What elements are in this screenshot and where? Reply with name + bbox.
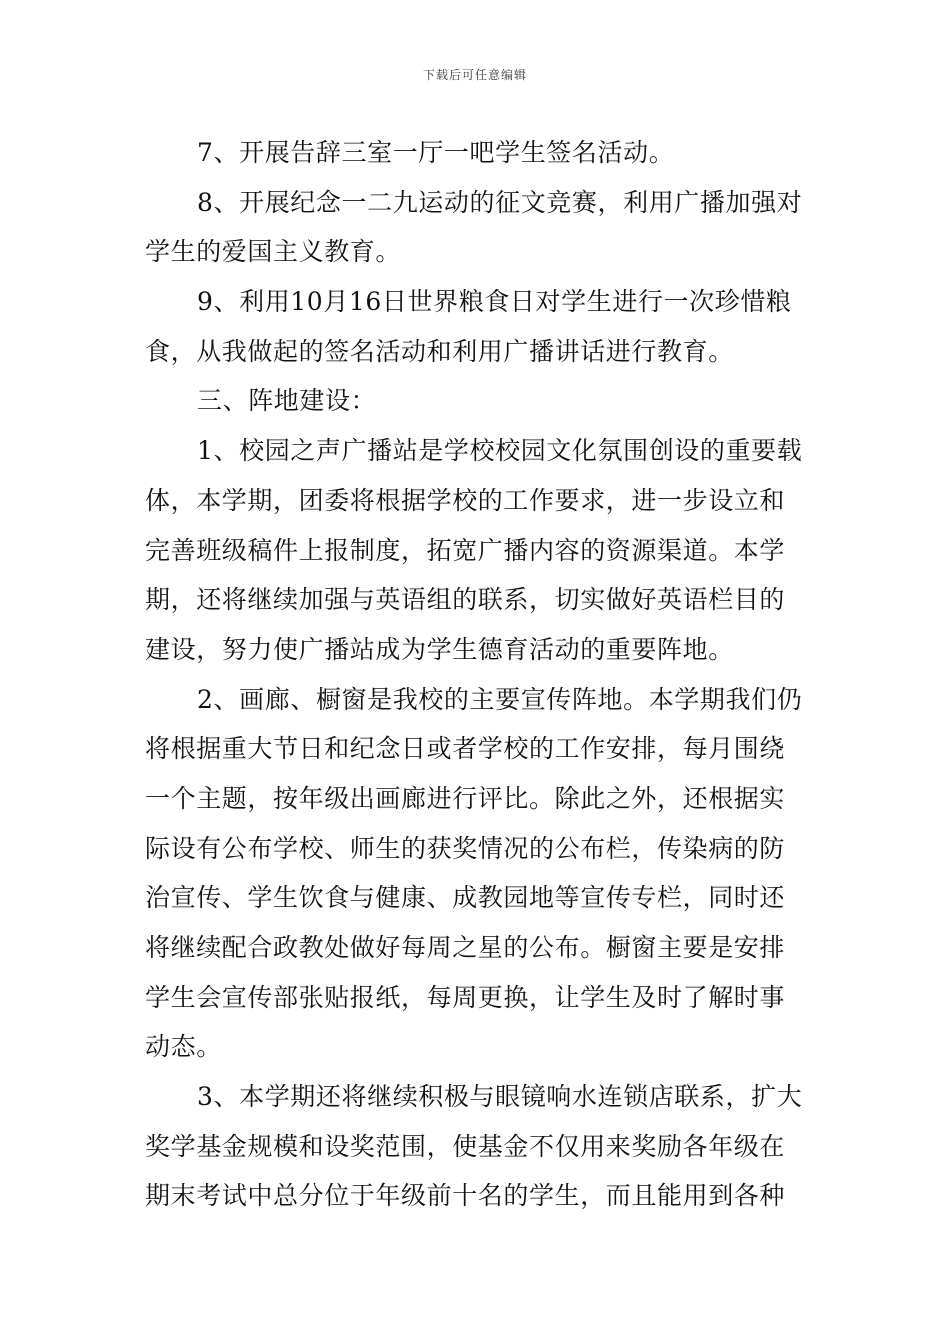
paragraph-line: 学生的爱国主义教育。 [145, 237, 402, 267]
paragraph-line: 将根据重大节日和纪念日或者学校的工作安排，每月围绕 [145, 734, 786, 764]
paragraph-line: 奖学基金规模和设奖范围，使基金不仅用来奖励各年级在 [145, 1131, 786, 1161]
paragraph-line: 7、开展告辞三室一厅一吧学生签名活动。 [197, 138, 675, 167]
page-header-note: 下载后可任意编辑 [422, 68, 527, 82]
paragraph-line: 建设，努力使广播站成为学生德育活动的重要阵地。 [145, 634, 734, 664]
paragraph-line: 体，本学期，团委将根据学校的工作要求，进一步设立和 [145, 485, 786, 515]
document-body [145, 128, 810, 1221]
paragraph-line: 际设有公布学校、师生的获奖情况的公布栏，传染病的防 [145, 833, 786, 863]
paragraph-line: 食，从我做起的签名活动和利用广播讲话进行教育。 [145, 336, 734, 366]
paragraph-line: 一个主题，按年级出画廊进行评比。除此之外，还根据实 [145, 783, 786, 813]
paragraph-line: 完善班级稿件上报制度，拓宽广播内容的资源渠道。本学 [145, 535, 786, 565]
paragraph-line: 9、利用10月16日世界粮食日对学生进行一次珍惜粮 [197, 287, 792, 317]
paragraph-line: 学生会宣传部张贴报纸，每周更换，让学生及时了解时事 [145, 982, 786, 1012]
paragraph-line: 动态。 [145, 1032, 222, 1062]
paragraph-line: 8、开展纪念一二九运动的征文竞赛，利用广播加强对 [197, 187, 803, 217]
section-heading: 三、阵地建设： [197, 386, 377, 416]
paragraph-line: 期末考试中总分位于年级前十名的学生，而且能用到各种 [145, 1181, 786, 1211]
paragraph-line: 治宣传、学生饮食与健康、成教园地等宣传专栏，同时还 [145, 883, 786, 913]
paragraph-line: 1、校园之声广播站是学校校园文化氛围创设的重要载 [197, 436, 803, 466]
paragraph-line: 3、本学期还将继续积极与眼镜响水连锁店联系，扩大 [197, 1082, 803, 1112]
paragraph-line: 期，还将继续加强与英语组的联系，切实做好英语栏目的 [145, 585, 786, 615]
paragraph-line: 将继续配合政教处做好每周之星的公布。橱窗主要是安排 [145, 933, 786, 962]
paragraph-line: 2、画廊、橱窗是我校的主要宣传阵地。本学期我们仍 [197, 684, 803, 714]
